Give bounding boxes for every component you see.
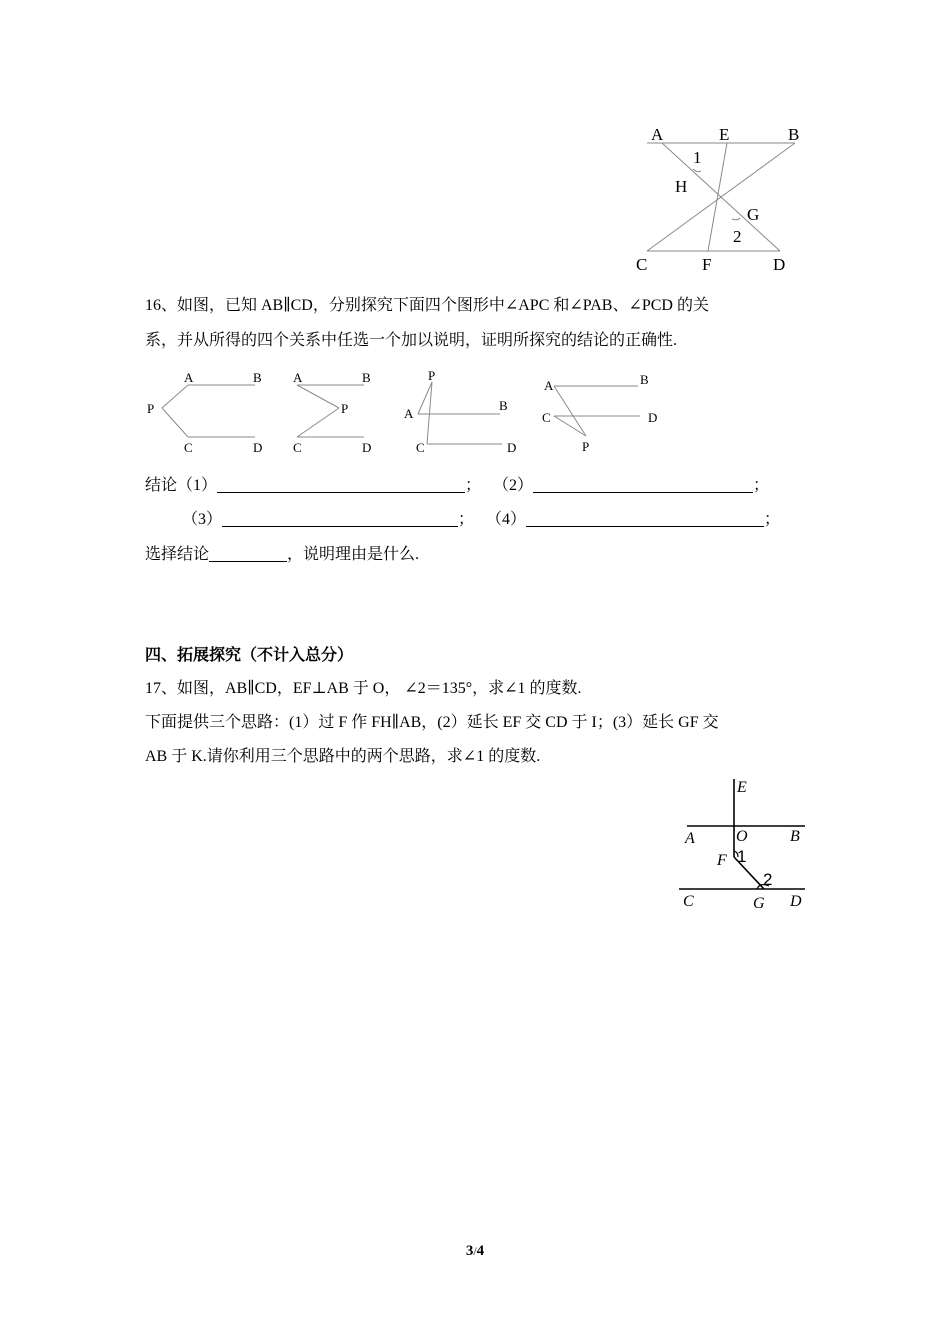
- semicolon-4: ；: [764, 511, 781, 528]
- fig1-label-c: C: [184, 440, 193, 455]
- q17-line-3: AB 于 K.请你利用三个思路中的两个思路，求∠1 的度数.: [145, 748, 541, 765]
- label-h: H: [675, 177, 688, 196]
- conclusion-3-label: （3）: [182, 511, 223, 528]
- page-total: 4: [476, 1243, 485, 1259]
- fig3-label-b: B: [499, 398, 508, 413]
- fig1-label-a: A: [184, 370, 194, 385]
- label-g-17: G: [753, 895, 765, 912]
- fig2-label-c: C: [293, 440, 302, 455]
- label-f: F: [702, 255, 712, 274]
- q16-figure-2: [297, 385, 364, 437]
- q16-figure-4: [554, 386, 640, 436]
- fig4-label-c: C: [542, 410, 551, 425]
- choose-blank[interactable]: [209, 545, 287, 562]
- label-d: D: [773, 255, 786, 274]
- label-2: 2: [733, 227, 742, 246]
- page-number: [0, 1243, 950, 1260]
- line-ad: [662, 143, 780, 251]
- answer-blank-3[interactable]: [222, 510, 458, 527]
- fig2-label-d: D: [362, 440, 372, 455]
- fig4-label-p: P: [582, 439, 590, 454]
- label-g: G: [747, 205, 760, 224]
- fig3-label-c: C: [416, 440, 425, 455]
- label-a-17: A: [685, 830, 695, 847]
- label-1-17: 1: [737, 847, 747, 866]
- label-d-17: D: [790, 893, 802, 910]
- figure-q15: [630, 118, 810, 278]
- figure-q17: [675, 775, 815, 915]
- q17-line-2: 下面提供三个思路：(1）过 F 作 FH∥AB，(2）延长 EF 交 CD 于 I；(3）延长 GF 交: [145, 714, 719, 731]
- fig2-label-a: A: [293, 370, 303, 385]
- q16-figure-1: [162, 385, 255, 437]
- fig3-label-p: P: [428, 368, 436, 383]
- label-b: B: [788, 125, 800, 144]
- choose-label: 选择结论: [145, 546, 210, 563]
- q17-line-1: 17、如图，AB∥CD，EF⊥AB 于 O， ∠2＝135°，求∠1 的度数.: [145, 680, 582, 697]
- angle-2-arc: [732, 218, 740, 220]
- q16-line-2: 系，并从所得的四个关系中任选一个加以说明，证明所探究的结论的正确性.: [145, 332, 678, 349]
- q16-figure-3: [418, 382, 502, 444]
- conclusion-2-label: （2）: [493, 477, 534, 494]
- fig2-label-p: P: [341, 401, 349, 416]
- conclusion-1-label: 结论（1）: [145, 477, 218, 494]
- label-o-17: O: [736, 828, 748, 845]
- figure-q16: [140, 362, 670, 462]
- fig4-label-b: B: [640, 372, 649, 387]
- fig2-label-b: B: [362, 370, 371, 385]
- semicolon-3: ；: [458, 511, 475, 528]
- fig4-label-d: D: [648, 410, 658, 425]
- label-c: C: [636, 255, 648, 274]
- label-1: 1: [693, 148, 702, 167]
- fig1-label-b: B: [253, 370, 262, 385]
- semicolon-2: ；: [753, 477, 770, 494]
- answer-blank-4[interactable]: [526, 510, 764, 527]
- conclusion-4-label: （4）: [486, 511, 527, 528]
- answer-blank-1[interactable]: [217, 476, 465, 493]
- choose-row: [145, 545, 419, 565]
- answer-blank-2[interactable]: [533, 476, 753, 493]
- label-b-17: B: [790, 828, 800, 845]
- q16-line-1: 16、如图，已知 AB∥CD，分别探究下面四个图形中∠APC 和∠PAB、∠PCD 的关: [145, 297, 709, 314]
- conclusion-row-1: [145, 476, 769, 496]
- section-4-title: 四、拓展探究（不计入总分）: [145, 647, 354, 664]
- choose-tail: ，说明理由是什么.: [287, 546, 420, 563]
- angle-1-arc: [693, 169, 701, 172]
- label-2-17: 2: [763, 870, 773, 889]
- line-ef: [708, 143, 727, 251]
- page-current: 3: [465, 1243, 474, 1259]
- label-f-17: F: [717, 852, 727, 869]
- label-a: A: [651, 125, 664, 144]
- fig1-label-p: P: [147, 401, 155, 416]
- fig1-label-d: D: [253, 440, 263, 455]
- fig3-label-a: A: [404, 406, 414, 421]
- semicolon-1: ；: [465, 477, 482, 494]
- label-c-17: C: [683, 893, 694, 910]
- label-e: E: [719, 125, 730, 144]
- label-e-17: E: [737, 779, 747, 796]
- conclusion-row-2: [182, 510, 780, 530]
- fig4-label-a: A: [544, 378, 554, 393]
- fig3-label-d: D: [507, 440, 517, 455]
- page-slash: /: [473, 1244, 477, 1258]
